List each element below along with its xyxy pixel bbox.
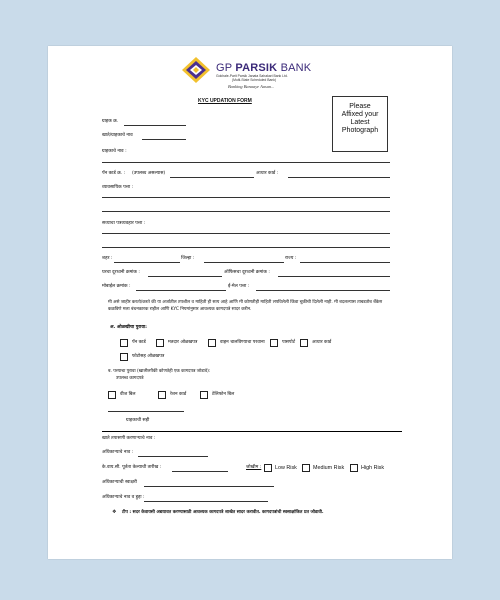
district-field[interactable]: [204, 262, 284, 263]
address-field-1[interactable]: [102, 197, 390, 198]
option-electricity-bill-label: वीज बिल: [120, 392, 136, 397]
photo-line-3: Latest: [350, 119, 370, 126]
full-name-field[interactable]: [102, 162, 390, 163]
checkbox-photo-id[interactable]: [120, 353, 128, 361]
photo-line-4: Photograph: [341, 127, 379, 134]
bank-name: GP PARSIK BANK: [216, 62, 312, 74]
bank-subtitle: Gokhale-Parit Parsik Janata Sahakari Bank Ltd.: [216, 74, 288, 78]
officer-signature-label: अधिकाऱ्याची स्वाक्षरी: [102, 480, 137, 485]
verified-by-label: खाते तपासणी करणाऱ्याचे नाव :: [102, 436, 156, 441]
signature-label: ग्राहकाची सही: [126, 418, 150, 423]
photo-box: [332, 96, 388, 152]
phone-office-label: ऑफिसचा दूरध्वनी क्रमांक :: [224, 270, 270, 275]
high-risk-label: High Risk: [361, 465, 385, 471]
email-label: ई-मेल पत्ता :: [228, 284, 250, 289]
city-field[interactable]: [114, 262, 180, 263]
section-b-line-1: ब. पत्त्याचा पुरावा (खालीलपैकी कोणतेही एक कागदपत्र जोडावे):: [108, 369, 211, 374]
kyc-form-page: [48, 46, 452, 559]
remarks-field[interactable]: [144, 501, 268, 502]
full-name-label: ग्राहकाचे नाव :: [102, 149, 127, 154]
kyc-date-label: के.वाय.सी. पूर्तता केल्याची तारीख :: [102, 465, 162, 470]
medium-risk-label: Medium Risk: [313, 465, 345, 471]
city-label: शहर :: [102, 256, 113, 261]
low-risk-label: Low Risk: [275, 465, 297, 471]
remarks-label: अधिकाऱ्याचे नाव व हुद्दा :: [102, 495, 145, 500]
signature-field[interactable]: [108, 411, 184, 412]
option-driving-license-label: वाहन चालविण्याचा परवाना: [220, 340, 265, 345]
option-passport-label: पासपोर्ट: [282, 340, 296, 345]
address-field-2[interactable]: [102, 211, 390, 212]
phone-office-field[interactable]: [278, 276, 390, 277]
section-b-text: [108, 368, 394, 382]
option-voter-id-label: मतदार ओळखपत्र: [168, 340, 198, 345]
account-no-label: ग्राहक क्र.: [102, 119, 119, 124]
declaration-text: मी असे जाहीर करतो/करते की या अर्जातील तपशील व माहिती ही सत्य आहे आणि मी कोणतीही माहिती लपविलेली किंवा चुकीची दिलेली नाही. मी बदलल्यास ताबडतोब बँकेस कळविणे मला बंधनकारक राहील आणि KYC नियमांनुसार आवश्यक कागदपत्रे सादर करीन.: [108, 300, 383, 312]
state-label: राज्य :: [285, 256, 297, 261]
bank-subtitle-2: (Multi-State Scheduled Bank): [232, 78, 277, 82]
pan-field[interactable]: [170, 177, 254, 178]
mobile-field[interactable]: [136, 290, 226, 291]
pan-hint: (उपलब्ध असल्यास): [132, 171, 166, 176]
mobile-label: मोबाईल क्रमांक :: [102, 284, 131, 289]
checkbox-voter-id[interactable]: [156, 339, 164, 347]
email-field[interactable]: [256, 290, 390, 291]
checkbox-telephone-bill[interactable]: [200, 391, 208, 399]
note-text: टीप : सदर केवायसी अद्ययावत करण्यासाठी आवश्यक कागदपत्रे शाखेत सादर करावीत. कागदपत्रांची स्वसाक्षांकित प्रत जोडावी.: [122, 510, 324, 515]
office-use-divider: [102, 431, 402, 432]
account-type-field[interactable]: [142, 139, 186, 140]
checkbox-medium-risk[interactable]: [302, 464, 310, 472]
option-aadhaar-label: आधार कार्ड: [312, 340, 332, 345]
pan-label: पॅन कार्ड क्र. :: [102, 171, 126, 176]
current-address-field-1[interactable]: [102, 233, 390, 234]
aadhaar-label: आधार कार्ड :: [256, 171, 279, 176]
officer-name-label: अधिकाऱ्याचे नाव :: [102, 450, 134, 455]
checkbox-aadhaar[interactable]: [300, 339, 308, 347]
section-a-heading: अ. ओळखीचा पुरावा:: [110, 325, 147, 330]
checkbox-electricity-bill[interactable]: [108, 391, 116, 399]
note-bullet: ❖: [112, 509, 117, 515]
account-no-field[interactable]: [124, 125, 186, 126]
checkbox-low-risk[interactable]: [264, 464, 272, 472]
phone-residence-label: घरचा दूरध्वनी क्रमांक :: [102, 270, 140, 275]
current-address-label: सध्याचा पत्रव्यवहार पत्ता :: [102, 221, 146, 226]
form-title: KYC UPDATION FORM: [198, 98, 252, 104]
option-pan-label: पॅन कार्ड: [132, 340, 146, 345]
officer-name-field[interactable]: [138, 456, 208, 457]
kyc-date-field[interactable]: [172, 471, 228, 472]
option-ration-card-label: रेशन कार्ड: [170, 392, 187, 397]
phone-residence-field[interactable]: [148, 276, 222, 277]
option-photo-id-label: फोटोसह ओळखपत्र: [132, 354, 165, 359]
current-address-field-2[interactable]: [102, 247, 390, 248]
checkbox-high-risk[interactable]: [350, 464, 358, 472]
checkbox-pan[interactable]: [120, 339, 128, 347]
checkbox-driving-license[interactable]: [208, 339, 216, 347]
risk-label: जोखीम :: [246, 465, 262, 470]
photo-line-1: Please: [349, 103, 371, 110]
section-b-line-2: उपलब्ध कागदपत्रे: [116, 376, 144, 381]
district-label: जिल्हा :: [181, 256, 195, 261]
photo-line-2: Affixed your: [341, 111, 379, 118]
address-label: व्यावसायिक पत्ता :: [102, 185, 134, 190]
account-type-label: खाते/ग्राहकाचे नाव: [102, 133, 133, 138]
bank-logo-icon: [181, 56, 211, 84]
option-telephone-bill-label: टेलिफोन बिल: [212, 392, 235, 397]
state-field[interactable]: [300, 262, 390, 263]
bank-tagline: Banking Banaaye Aasan...: [228, 84, 275, 89]
checkbox-passport[interactable]: [270, 339, 278, 347]
checkbox-ration-card[interactable]: [158, 391, 166, 399]
aadhaar-field[interactable]: [288, 177, 390, 178]
officer-signature-field[interactable]: [144, 486, 274, 487]
